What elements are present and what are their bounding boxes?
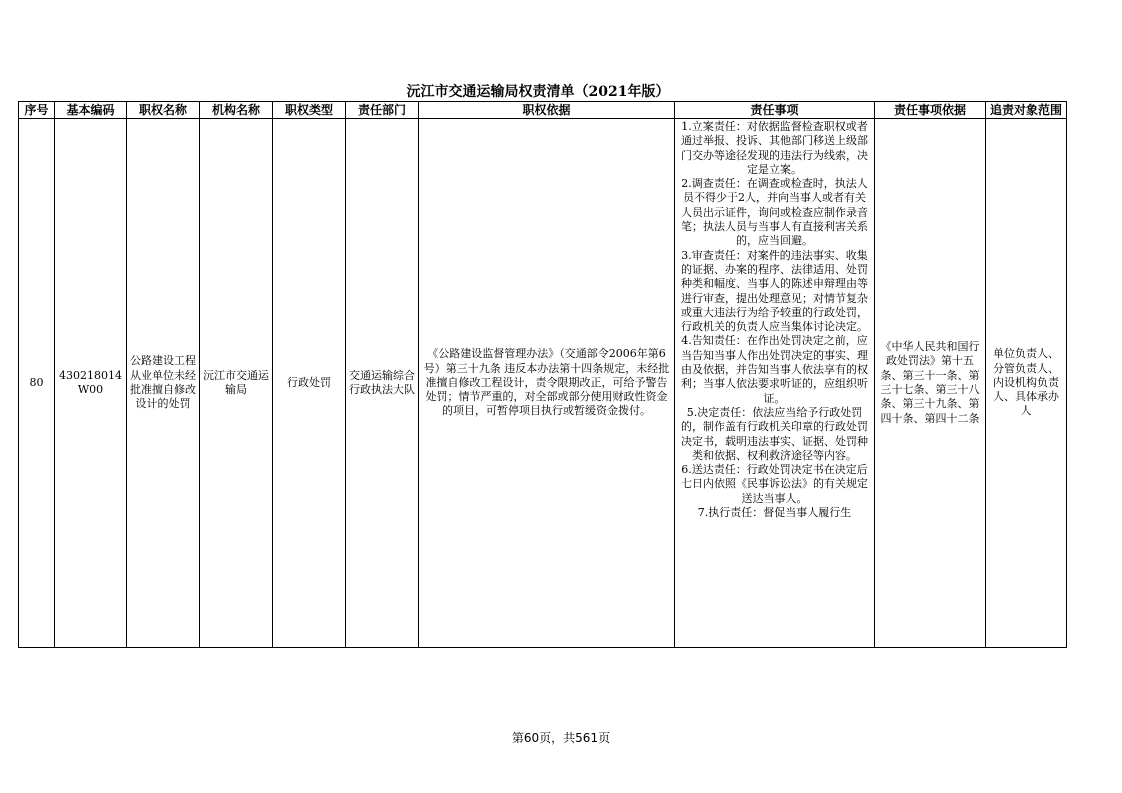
cell-seq: 80 <box>19 119 55 648</box>
cell-department: 交通运输综合行政执法大队 <box>346 119 419 648</box>
document-title: 沅江市交通运输局权责清单（2021年版） <box>406 84 670 100</box>
duty-item-decision: 5.决定责任：依法应当给予行政处罚的，制作盖有行政机关印章的行政处罚决定书，载明违法事实、证据、处罚种类和依据、权利救济途径等内容。 <box>681 405 868 462</box>
duty-list <box>678 120 871 520</box>
header-power-type: 职权类型 <box>273 102 346 119</box>
cell-duties <box>675 119 875 648</box>
header-basis: 职权依据 <box>419 102 675 119</box>
duty-item-review: 3.审查责任：对案件的违法事实、收集的证据、办案的程序、法律适用、处罚种类和幅度、当事人的陈述申辩理由等进行审查，提出处理意见；对情节复杂或重大违法行为给予较重的行政处罚，行政机关的负责人应当集体讨论决定。 <box>681 248 868 334</box>
cell-power-type: 行政处罚 <box>273 119 346 648</box>
cell-accountability: 单位负责人、分管负责人、内设机构负责人、具体承办人 <box>986 119 1067 648</box>
header-org-name: 机构名称 <box>200 102 273 119</box>
header-duty-basis: 责任事项依据 <box>875 102 986 119</box>
header-code: 基本编码 <box>55 102 127 119</box>
cell-basis: 《公路建设监督管理办法》（交通部令2006年第6号）第三十九条 违反本办法第十四条规定，未经批准擅自修改工程设计，责令限期改正，可给予警告处罚；情节严重的，对全部或部分使用财政性资金的项目，可暂停项目执行或暂缓资金拨付。 <box>419 119 675 648</box>
responsibility-table <box>18 101 1067 648</box>
duty-item-investigation: 2.调查责任：在调查或检查时，执法人员不得少于2人，并向当事人或者有关人员出示证件，询问或检查应制作录音笔；执法人员与当事人有直接利害关系的，应当回避。 <box>681 177 868 248</box>
header-power-name: 职权名称 <box>127 102 200 119</box>
cell-code: 430218014W00 <box>55 119 127 648</box>
table-header-row <box>19 102 1067 119</box>
duty-item-delivery: 6.送达责任：行政处罚决定书在决定后七日内依照《民事诉讼法》的有关规定送达当事人。 <box>681 463 868 505</box>
header-duties: 责任事项 <box>675 102 875 119</box>
duty-item-filing: 1.立案责任：对依据监督检查职权或者通过举报、投诉、其他部门移送上级部门交办等途径发现的违法行为线索，决定是立案。 <box>681 120 868 176</box>
header-seq: 序号 <box>19 102 55 119</box>
table-row <box>19 119 1067 648</box>
cell-org-name: 沅江市交通运输局 <box>200 119 273 648</box>
duty-item-execution: 7.执行责任：督促当事人履行生 <box>697 506 852 520</box>
header-accountability: 追责对象范围 <box>986 102 1067 119</box>
page-number: 第60页，共561页 <box>511 731 611 745</box>
duty-item-notification: 4.告知责任：在作出处罚决定之前，应当告知当事人作出处罚决定的事实、理由及依据，并告知当事人依法享有的权利；当事人依法要求听证的，应组织听证。 <box>681 334 868 405</box>
header-department: 责任部门 <box>346 102 419 119</box>
cell-duty-basis: 《中华人民共和国行政处罚法》第十五条、第三十一条、第三十七条、第三十八条、第三十九条、第四十条、第四十二条 <box>875 119 986 648</box>
cell-power-name: 公路建设工程从业单位未经批准擅自修改设计的处罚 <box>127 119 200 648</box>
